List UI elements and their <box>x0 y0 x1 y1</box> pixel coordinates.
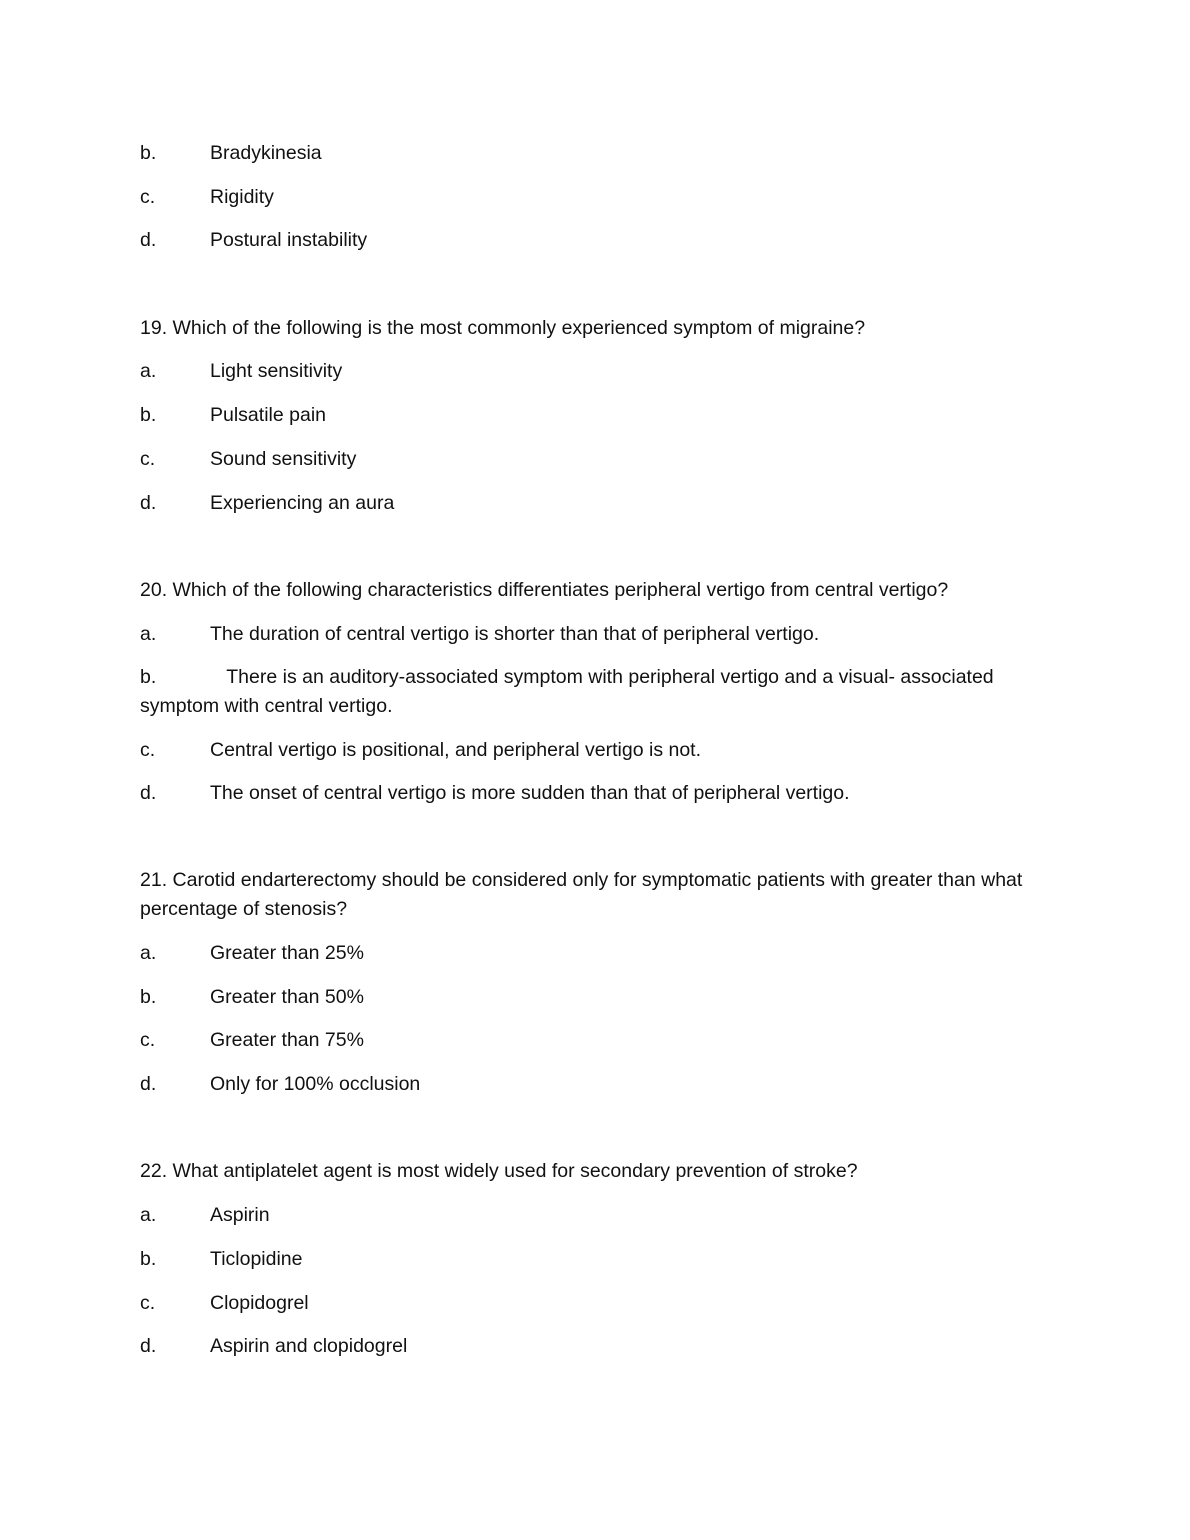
option-letter: b. <box>140 404 157 426</box>
option-letter: c. <box>140 448 156 470</box>
option-letter: b. <box>140 1248 157 1270</box>
option-text: Greater than 25% <box>210 942 364 964</box>
option-text: The onset of central vertigo is more sudden than that of peripheral vertigo. <box>210 782 850 804</box>
option-text: Clopidogrel <box>210 1292 309 1314</box>
option-text: Ticlopidine <box>210 1248 303 1270</box>
option-letter: b. <box>140 666 157 688</box>
option-text: Central vertigo is positional, and peripheral vertigo is not. <box>210 739 702 761</box>
question-22-stem: 22. What antiplatelet agent is most widely used for secondary prevention of stroke? <box>140 1160 858 1182</box>
option-text: Pulsatile pain <box>210 404 326 426</box>
option-letter: d. <box>140 492 157 514</box>
option-letter: a. <box>140 623 157 645</box>
option-text: Sound sensitivity <box>210 448 357 470</box>
question-21-stem: 21. Carotid endarterectomy should be considered only for symptomatic patients with greater than what percentage of stenosis? <box>140 869 1023 920</box>
option-row-wrapped <box>140 663 1060 721</box>
option-letter: c. <box>140 186 156 208</box>
option-text: Aspirin <box>210 1204 270 1226</box>
option-text: The duration of central vertigo is shorter than that of peripheral vertigo. <box>210 623 820 645</box>
option-text: Experiencing an aura <box>210 492 395 514</box>
option-letter: d. <box>140 782 157 804</box>
option-letter: d. <box>140 1073 157 1095</box>
option-letter: c. <box>140 1029 156 1051</box>
option-letter: a. <box>140 360 157 382</box>
option-text: There is an auditory-associated symptom with peripheral vertigo and a visual- associated symptom with central vertigo. <box>140 666 994 717</box>
option-letter: b. <box>140 142 157 164</box>
option-text: Greater than 75% <box>210 1029 364 1051</box>
option-text: Aspirin and clopidogrel <box>210 1335 408 1357</box>
option-letter: c. <box>140 1292 156 1314</box>
option-letter: d. <box>140 1335 157 1357</box>
option-letter: d. <box>140 229 157 251</box>
option-text: Postural instability <box>210 229 368 251</box>
option-text: Greater than 50% <box>210 986 364 1008</box>
option-text: Rigidity <box>210 186 274 208</box>
option-letter: b. <box>140 986 157 1008</box>
option-text: Bradykinesia <box>210 142 322 164</box>
option-text: Only for 100% occlusion <box>210 1073 421 1095</box>
option-text: Light sensitivity <box>210 360 343 382</box>
question-20-stem: 20. Which of the following characteristics differentiates peripheral vertigo from central vertigo? <box>140 579 949 601</box>
option-letter: a. <box>140 942 157 964</box>
option-letter: a. <box>140 1204 157 1226</box>
option-letter: c. <box>140 739 156 761</box>
question-19-stem: 19. Which of the following is the most commonly experienced symptom of migraine? <box>140 317 866 339</box>
